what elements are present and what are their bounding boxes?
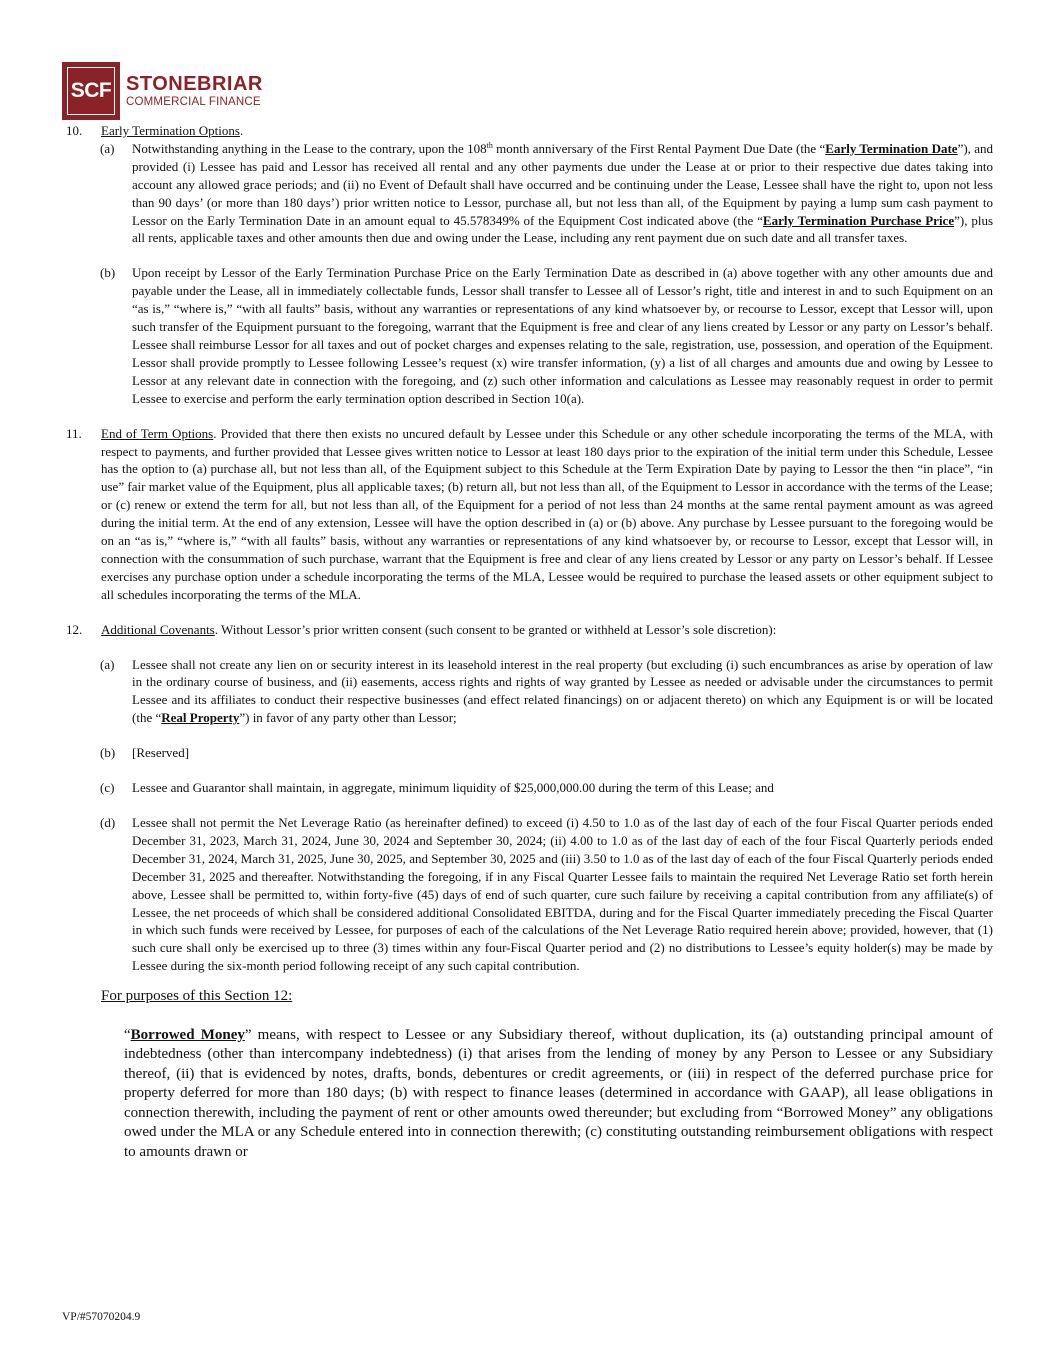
clause-label: (c)	[100, 780, 115, 796]
clause-label: (a)	[100, 656, 115, 672]
clause-label: (d)	[100, 815, 116, 830]
clause-text: [Reserved]	[132, 745, 190, 761]
defined-term: Real Property	[161, 710, 240, 726]
section-10-a	[100, 140, 993, 247]
logo-name: STONEBRIAR	[126, 72, 263, 95]
section-title: Early Termination Options	[101, 123, 240, 138]
definition-borrowed-money: “Borrowed Money” means, with respect to Lessee or any Subsidiary thereof, without duplication, its (a) outstanding principal amount of indebtedness (other than intercompany indebtedness) (i) that arises from the lending of money by any Person to Lessee or any Subsidiary thereof, (ii) that is evidenced by notes, drafts, bonds, debentures or credit agreements, or (iii) in respect of the deferred purchase price for property deferred for more than 180 days; (b) with respect to finance leases (determined in accordance with GAAP), all lease obligations in connection therewith, including the payment of rent or other amounts owed thereunder; but excluding from “Borrowed Money” any obligations owed under the MLA or any Schedule entered into in connection therewith; (c) constituting outstanding reimbursement obligations with respect to amounts drawn or	[124, 1026, 993, 1160]
logo-tagline: COMMERCIAL FINANCE	[126, 95, 261, 108]
clause-text: Lessee and Guarantor shall maintain, in aggregate, minimum liquidity of $25,000,000.00 during the term of this Lease; and	[132, 780, 774, 796]
clause-text: Lessee shall not permit the Net Leverage Ratio (as hereinafter defined) to exceed (i) 4.50 to 1.0 as of the last day of each of the four Fiscal Quarter periods ended December 31, 2023, March 31, 2024, June 30, 2024 and September 30, 2024; (ii) 4.00 to 1.0 as of the last day of each of the four Fiscal Quarterly periods ended December 31, 2024, March 31, 2025, June 30, 2025, and September 30, 2025 and (iii) 3.50 to 1.0 as of the last day of each of the four Fiscal Quarterly periods ended December 31, 2025 and thereafter. Notwithstanding the foregoing, if in any Fiscal Quarter Lessee fails to maintain the required Net Leverage Ratio set forth herein above, Lessee shall be permitted to, within forty-five (45) days of end of such quarter, cure such failure by receiving a capital contribution from any affiliate(s) of Lessee, the net proceeds of which shall be considered additional Consolidated EBITDA, during and for the Fiscal Quarter immediately preceding the Fiscal Quarter in which such funds were received by Lessee, for purposes of each of the calculations of the Net Leverage Ratio required herein above; provided, however, that (1) such cure shall only be exercised up to three (3) times within any four-Fiscal Quarter period and (2) no distributions to Lessee’s equity holder(s) may be made by Lessee during the six-month period following receipt of any such capital contribution.	[132, 815, 993, 974]
section-number: 12.	[66, 621, 83, 637]
company-logo	[62, 62, 263, 120]
defined-term: Early Termination Date	[825, 140, 958, 156]
section-number: 10.	[66, 123, 83, 138]
clause-label: (b)	[100, 265, 116, 281]
section-12-a	[100, 656, 993, 728]
section-12-d	[100, 814, 993, 975]
logo-text	[126, 74, 263, 109]
section-12	[66, 621, 993, 639]
clause-label: (a)	[100, 140, 115, 156]
document-id: VP/#57070204.9	[62, 1311, 141, 1323]
section-12-b	[100, 744, 993, 762]
section-10: 10. Early Termination Options.	[66, 123, 244, 138]
section-title: Additional Covenants	[101, 621, 215, 637]
clause-label: (b)	[100, 745, 116, 761]
logo-mark: SCF	[62, 62, 120, 120]
clause-text: Lessee shall not create any lien on or security interest in its leasehold interest in the real property (but excluding (i) such encumbrances as arise by operation of law in the ordinary course of business, and (ii) easements, access rights and rights of way granted by Lessee as needed or advisable under the circumstances to permit Lessee and its affiliates to conduct their respective businesses (and effect related financings) on or adjacent thereto) on which any Equipment is or will be located (the “Real Property”) in favor of any party other than Lessor;	[132, 656, 993, 726]
section-text: End of Term Options. Provided that there then exists no uncured default by Lessee under this Schedule or any other schedule incorporating the terms of the MLA, with respect to payments, and further provided that Lessee gives written notice to Lessor at least 180 days prior to the expiration of the initial term under this Schedule, Lessee has the option to (a) purchase all, but not less than all, of the Equipment subject to this Schedule at the Term Expiration Date by paying to Lessor the then “in place”, “in use” fair market value of the Equipment, plus all applicable taxes; (b) return all, but not less than all, of the Equipment to Lessor in accordance with the terms of the Lease; or (c) renew or extend the term for all, but not less than all, of the Equipment for a period of not less than 24 months at the same rental payment amount as was agreed during the initial term. At the end of any extension, Lessee will have the option described in (a) or (b) above. Any purchase by Lessee pursuant to the foregoing would be on an “as is,” “where is,” “with all faults” basis, without any warranties or representations of any kind whatsoever by, or recourse to Lessor, except that Lessor will, in connection with the consummation of such purchase, warrant that the Equipment is free and clear of any liens created by Lessor or any party on Lessor’s behalf. If Lessee exercises any purchase option under a schedule incorporating the terms of the MLA, Lessee would be required to purchase the leased assets or other equipment subject to all schedules incorporating the terms of the MLA.	[101, 425, 994, 602]
section-10-b	[100, 264, 993, 407]
purposes-heading: For purposes of this Section 12:	[101, 988, 293, 1005]
clause-text: Upon receipt by Lessor of the Early Termination Purchase Price on the Early Termination Date as described in (a) above together with any other amounts due and payable under the Lease, all in immediately collectable funds, Lessor shall transfer to Lessee all of Lessor’s right, title and interest in and to such Equipment on an “as is,” “where is,” “with all faults” basis, without any warranties or representations of any kind whatsoever by, or recourse to Lessor, except that Lessor will, upon such transfer of the Equipment pursuant to the foregoing, warrant that the Equipment is free and clear of any liens created by Lessor or any party on Lessor’s behalf. Lessee shall reimburse Lessor for all taxes and out of pocket charges and expenses relating to the sale, registration, use, possession, and operation of the Equipment. Lessor shall provide promptly to Lessee following Lessee’s request (x) wire transfer information, (y) a list of all charges and amounts due and owing by Lessee to Lessor at any relevant date in connection with the foregoing, and (z) such other information and calculations as Lessee may reasonably request in order to permit Lessee to exercise and perform the early termination option described in Section 10(a).	[132, 265, 993, 406]
section-11	[66, 425, 993, 604]
clause-text: Notwithstanding anything in the Lease to the contrary, upon the 108th month anniversary of the First Rental Payment Due Date (the “Early Termination Date”), and provided (i) Lessee has paid and Lessor has received all rental and any other payments due under the Lease at or prior to their respective due dates taking into account any allowed grace periods; and (ii) no Event of Default shall have occurred and be continuing under the Lease, Lessee shall have the right to, upon not less than 90 days’ (or more than 180 days’) prior written notice to Lessor, purchase all, but not less than all, of the Equipment by paying a lump sum cash payment to Lessor on the Early Termination Date in an amount equal to 45.578349% of the Equipment Cost indicated above (the “Early Termination Purchase Price”), plus all rents, applicable taxes and other amounts then due and owing under the Lease, including any rent payment due on such date and all transfer taxes.	[132, 140, 994, 246]
section-title: End of Term Options	[101, 425, 214, 441]
section-number: 11.	[66, 425, 82, 441]
section-text: Additional Covenants. Without Lessor’s prior written consent (such consent to be granted or withheld at Lessor’s sole discretion):	[101, 621, 777, 637]
section-12-c	[100, 779, 993, 797]
defined-term: Early Termination Purchase Price	[762, 212, 955, 228]
document-body	[66, 122, 993, 1162]
defined-term: Borrowed Money	[130, 1026, 245, 1043]
